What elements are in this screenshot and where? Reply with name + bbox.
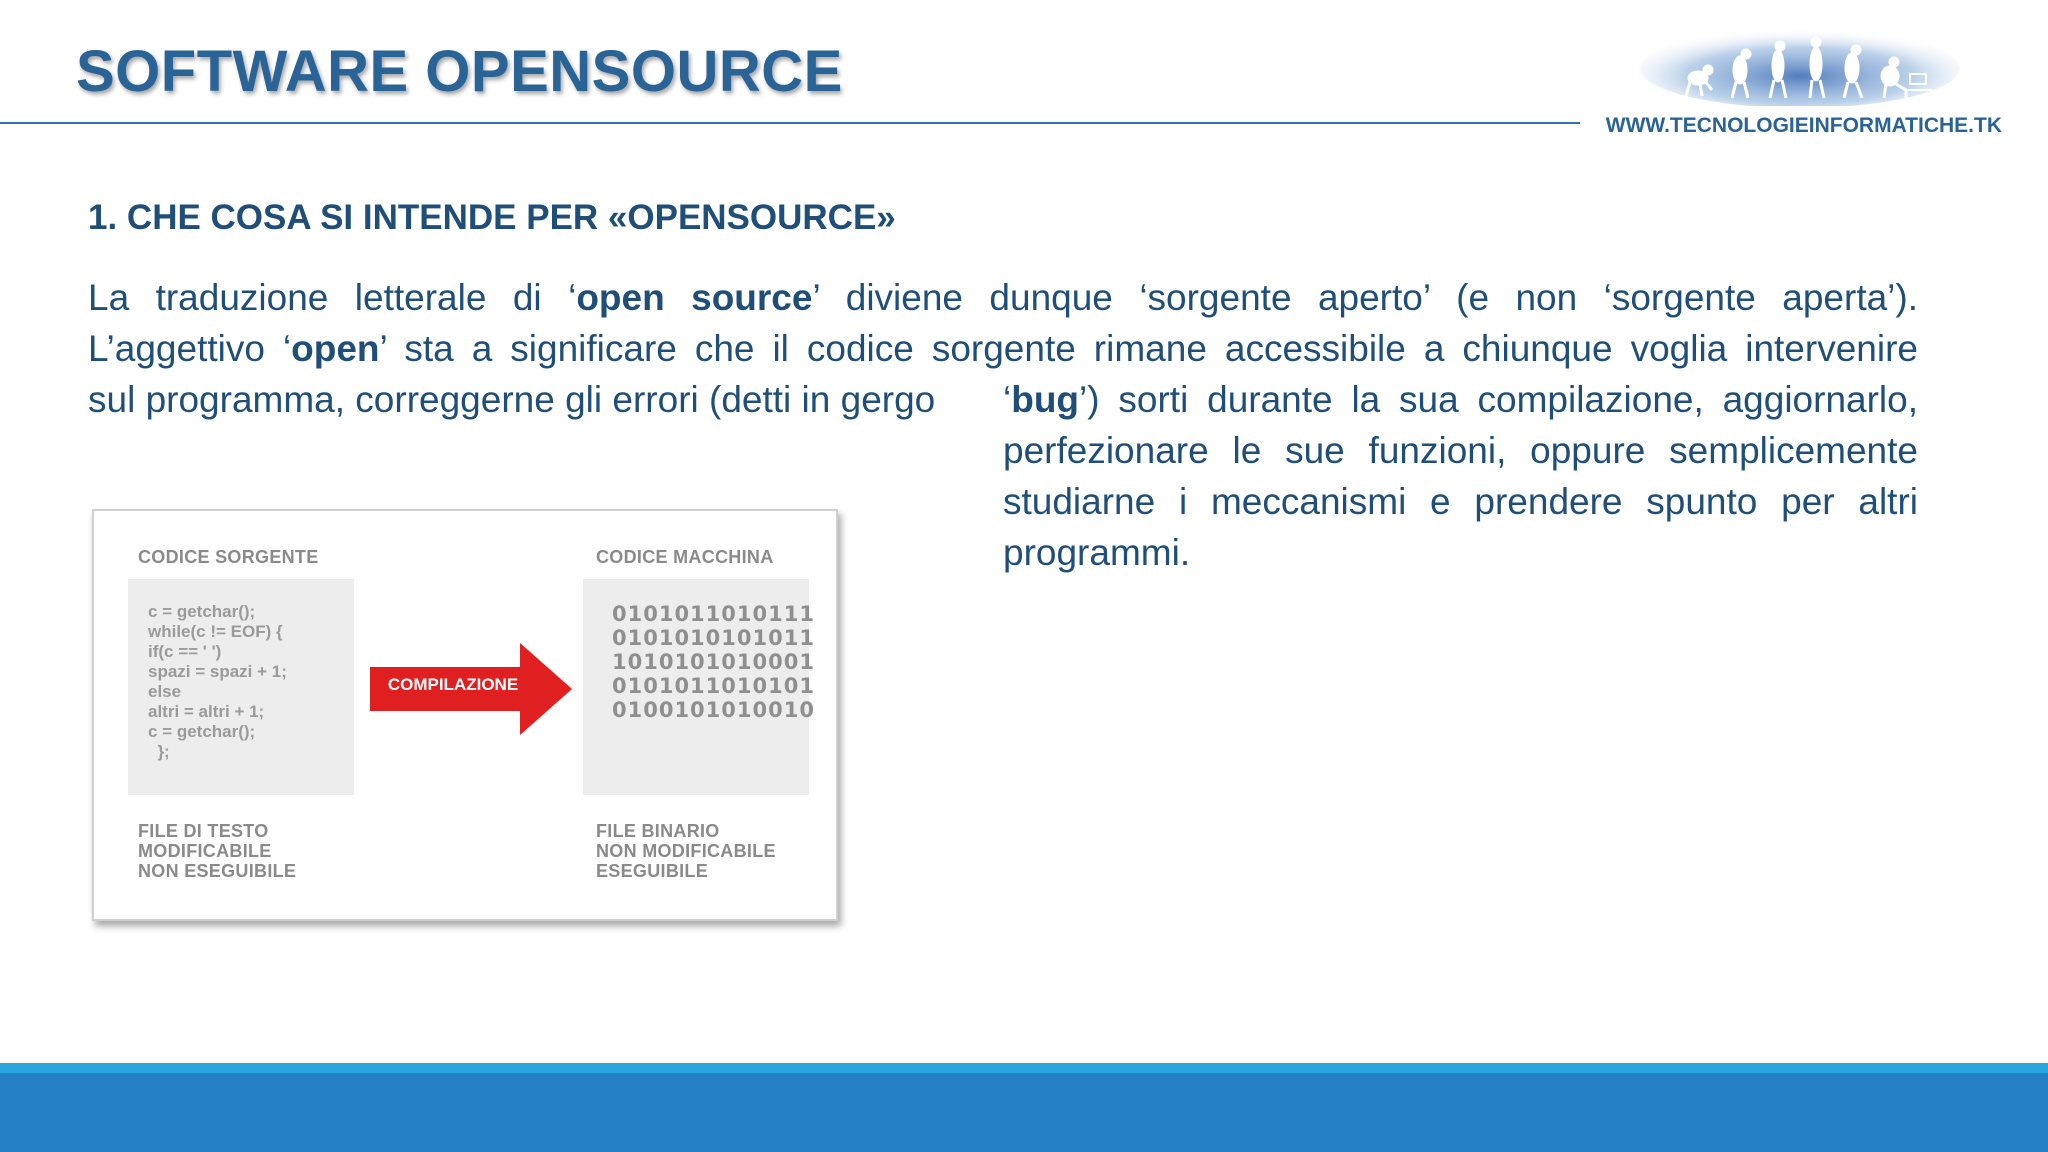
compile-label: COMPILAZIONE [387, 675, 519, 694]
machine-caption: FILE BINARIO NON MODIFICABILE ESEGUIBILE [596, 821, 776, 881]
source-code-line: if(c == ' ') [148, 642, 222, 661]
binary-code-line: 0101011010101 [612, 674, 815, 698]
source-code-line: while(c != EOF) { [148, 622, 283, 641]
source-code-line: c = getchar(); [148, 722, 256, 741]
binary-code-line: 1010101010001 [612, 650, 815, 674]
machine-code-title: CODICE MACCHINA [596, 547, 774, 567]
evolution-figures-icon [1640, 18, 1960, 106]
paragraph-right [1003, 374, 1918, 578]
footer-stripe-light [0, 1063, 2048, 1073]
binary-code-line: 0101011010111 [612, 602, 815, 626]
compilation-diagram [92, 509, 838, 921]
paragraph-left [88, 374, 935, 425]
section-heading: 1. CHE COSA SI INTENDE PER «OPENSOURCE» [88, 198, 896, 237]
binary-code-line: 0101010101011 [612, 626, 815, 650]
paragraph-line-3-left: sul programma, correggerne gli errori (detti in gergo [88, 379, 936, 420]
paragraph-line-2: L’aggettivo ‘open’ sta a significare che il codice sorgente rimane accessibile a chiunque voglia intervenire [88, 328, 1918, 369]
page-title: SOFTWARE OPENSOURCE [76, 39, 843, 104]
paragraph-line-5: studiarne i meccanismi e prendere spunto per altri [1003, 481, 1918, 522]
paragraph-line-3-right: ‘bug’) sorti durante la sua compilazione, aggiornarlo, [1003, 379, 1918, 420]
paragraph-line-6: programmi. [1003, 532, 1191, 573]
site-url[interactable]: WWW.TECNOLOGIEINFORMATICHE.TK [1605, 114, 2002, 137]
title-rule [0, 122, 1580, 124]
source-caption: FILE DI TESTO MODIFICABILE NON ESEGUIBILE [138, 821, 297, 881]
source-code-line: }; [148, 742, 170, 761]
paragraph-line-1: La traduzione letterale di ‘open source’ diviene dunque ‘sorgente aperto’ (e non ‘sorgente aperta’). [88, 277, 1918, 318]
source-code-title: CODICE SORGENTE [138, 547, 319, 567]
source-code-text [148, 602, 287, 762]
source-code-line: altri = altri + 1; [148, 702, 265, 721]
binary-code-text [612, 602, 815, 722]
footer-bar [0, 1073, 2048, 1152]
source-code-line: c = getchar(); [148, 602, 256, 621]
paragraph-top [88, 272, 1918, 374]
binary-code-line: 0100101010010 [612, 698, 815, 722]
source-code-line: else [148, 682, 182, 701]
paragraph-line-4: perfezionare le sue funzioni, oppure semplicemente [1003, 430, 1918, 471]
source-code-line: spazi = spazi + 1; [148, 662, 287, 681]
